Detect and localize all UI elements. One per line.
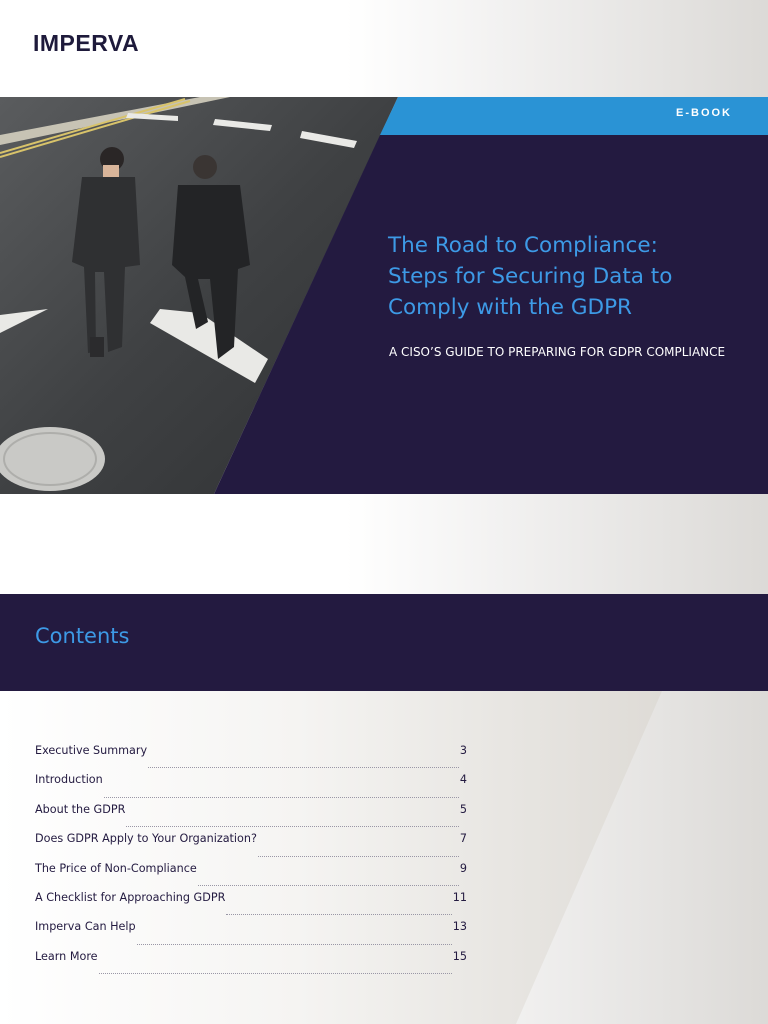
toc-item-learn-more[interactable]: [35, 950, 467, 979]
toc-page: 5: [459, 802, 467, 816]
toc-page: 13: [452, 920, 467, 934]
toc-item-price-of-non-compliance[interactable]: [35, 862, 467, 891]
hero-subtitle: A CISO’S GUIDE TO PREPARING FOR GDPR COMPLIANCE: [389, 345, 726, 359]
toc-label: Learn More: [35, 949, 98, 963]
toc-leader: [226, 913, 451, 915]
ebook-label: E-BOOK: [676, 107, 732, 119]
toc-item-executive-summary[interactable]: [35, 744, 467, 773]
imperva-logo: IMPERVA: [33, 30, 140, 56]
toc-label: Does GDPR Apply to Your Organization?: [35, 832, 257, 846]
hero-banner: [0, 97, 768, 494]
toc-item-checklist[interactable]: [35, 891, 467, 920]
toc-item-imperva-can-help[interactable]: [35, 920, 467, 949]
toc-label: A Checklist for Approaching GDPR: [35, 890, 226, 904]
toc-label: Introduction: [35, 773, 103, 787]
contents-heading: Contents: [35, 624, 130, 648]
contents-banner: [0, 594, 768, 691]
toc-item-about-the-gdpr[interactable]: [35, 803, 467, 832]
table-of-contents: [35, 744, 467, 979]
toc-leader: [104, 796, 459, 798]
toc-leader: [148, 766, 459, 768]
toc-leader: [258, 855, 459, 857]
hero-title: The Road to Compliance: Steps for Securing Data to Comply with the GDPR: [388, 233, 673, 320]
toc-item-introduction[interactable]: [35, 773, 467, 802]
toc-label: Imperva Can Help: [35, 920, 136, 934]
toc-leader: [137, 943, 452, 945]
toc-page: 11: [452, 890, 467, 904]
toc-leader: [198, 884, 459, 886]
toc-leader: [126, 825, 459, 827]
toc-page: 9: [459, 861, 467, 875]
toc-page: 15: [452, 949, 467, 963]
toc-label: About the GDPR: [35, 802, 126, 816]
toc-label: Executive Summary: [35, 744, 148, 757]
toc-page: 4: [459, 773, 467, 787]
toc-leader: [99, 972, 452, 974]
contents-panel: [0, 691, 768, 1024]
toc-page: 3: [459, 744, 467, 757]
toc-label: The Price of Non-Compliance: [35, 861, 197, 875]
toc-page: 7: [459, 832, 467, 846]
toc-item-does-gdpr-apply[interactable]: [35, 832, 467, 861]
